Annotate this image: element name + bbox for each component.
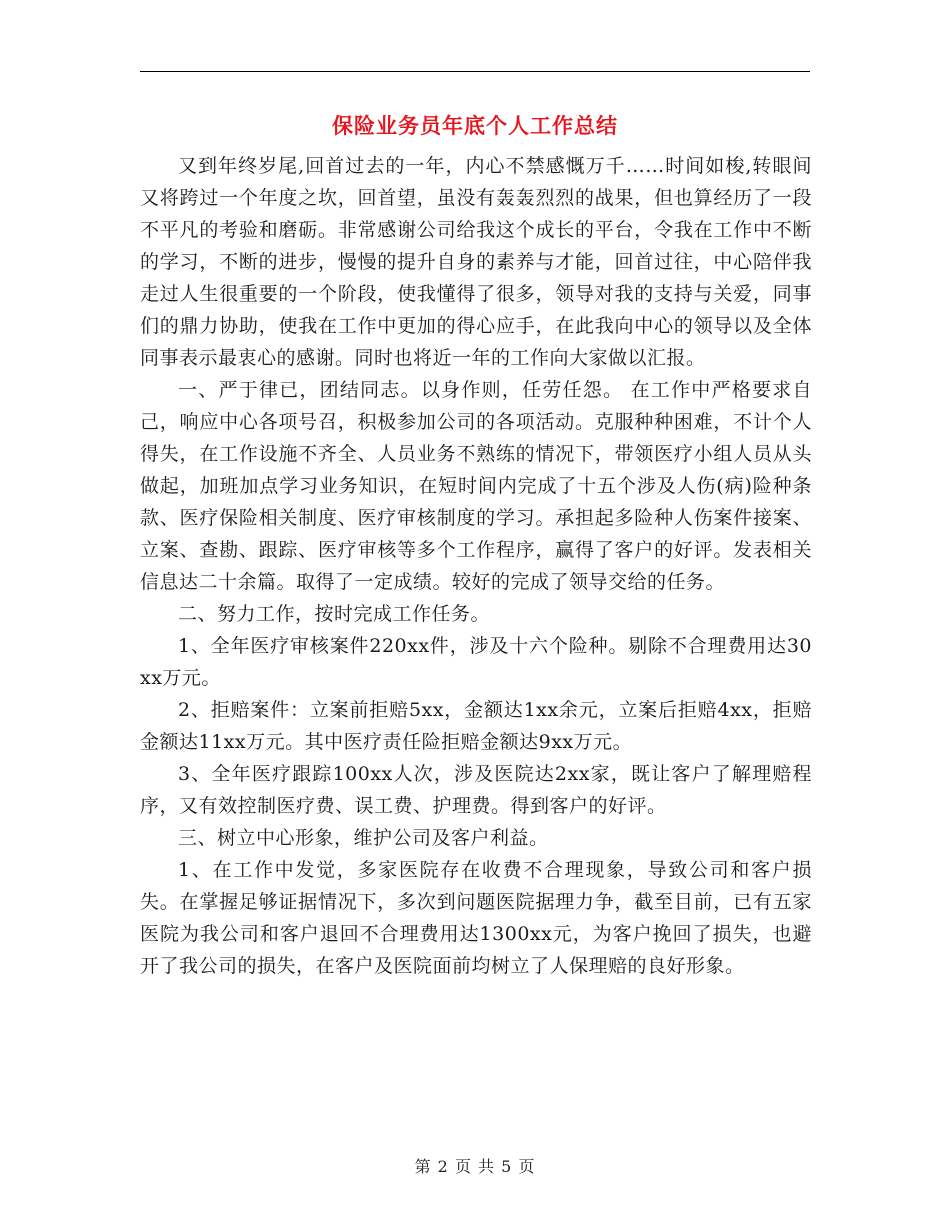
paragraph-item-2-1: 1、全年医疗审核案件220xx件，涉及十六个险种。剔除不合理费用达30xx万元。 (140, 635, 812, 689)
paragraph-intro: 又到年终岁尾,回首过去的一年，内心不禁感慨万千……时间如梭,转眼间又将跨过一个年度之坎，回首望，虽没有轰轰烈烈的战果，但也算经历了一段不平凡的考验和磨砺。非常感谢公司给我这个成长的平台，令我在工作中不断的学习，不断的进步，慢慢的提升自身的素养与才能，回首过往，中心陪伴我走过人生很重要的一个阶段，使我懂得了很多，领导对我的支持与关爱，同事们的鼎力协助，使我在工作中更加的得心应手，在此我向中心的领导以及全体同事表示最衷心的感谢。同时也将近一年的工作向大家做以汇报。 (140, 155, 812, 369)
document-title: 保险业务员年底个人工作总结 (332, 113, 618, 138)
section-heading-3: 三、树立中心形象，维护公司及客户利益。 (178, 827, 549, 849)
document-body (140, 150, 812, 982)
header-rule (140, 71, 810, 72)
page-number-footer: 第 2 页 共 5 页 (414, 1157, 536, 1176)
paragraph-item-2-2: 2、拒赔案件：立案前拒赔5xx，金额达1xx余元，立案后拒赔4xx，拒赔金额达11xx万元。其中医疗责任险拒赔金额达9xx万元。 (140, 699, 812, 753)
paragraph-section-1: 一、严于律已，团结同志。以身作则，任劳任怨。 在工作中严格要求自己，响应中心各项号召，积极参加公司的各项活动。克服种种困难，不计个人得失，在工作设施不齐全、人员业务不熟练的情况下，带领医疗小组人员从头做起，加班加点学习业务知识，在短时间内完成了十五个涉及人伤(病)险种条款、医疗保险相关制度、医疗审核制度的学习。承担起多险种人伤案件接案、立案、查勘、跟踪、医疗审核等多个工作程序，赢得了客户的好评。发表相关信息达二十余篇。取得了一定成绩。较好的完成了领导交给的任务。 (140, 379, 812, 593)
paragraph-item-3-1: 1、在工作中发觉，多家医院存在收费不合理现象，导致公司和客户损失。在掌握足够证据情况下，多次到问题医院据理力争，截至目前，已有五家医院为我公司和客户退回不合理费用达1300xx元，为客户挽回了损失，也避开了我公司的损失，在客户及医院面前均树立了人保理赔的良好形象。 (140, 859, 812, 977)
paragraph-item-2-3: 3、全年医疗跟踪100xx人次，涉及医院达2xx家，既让客户了解理赔程序，又有效控制医疗费、误工费、护理费。得到客户的好评。 (140, 763, 812, 817)
section-heading-2: 二、努力工作，按时完成工作任务。 (178, 603, 491, 625)
